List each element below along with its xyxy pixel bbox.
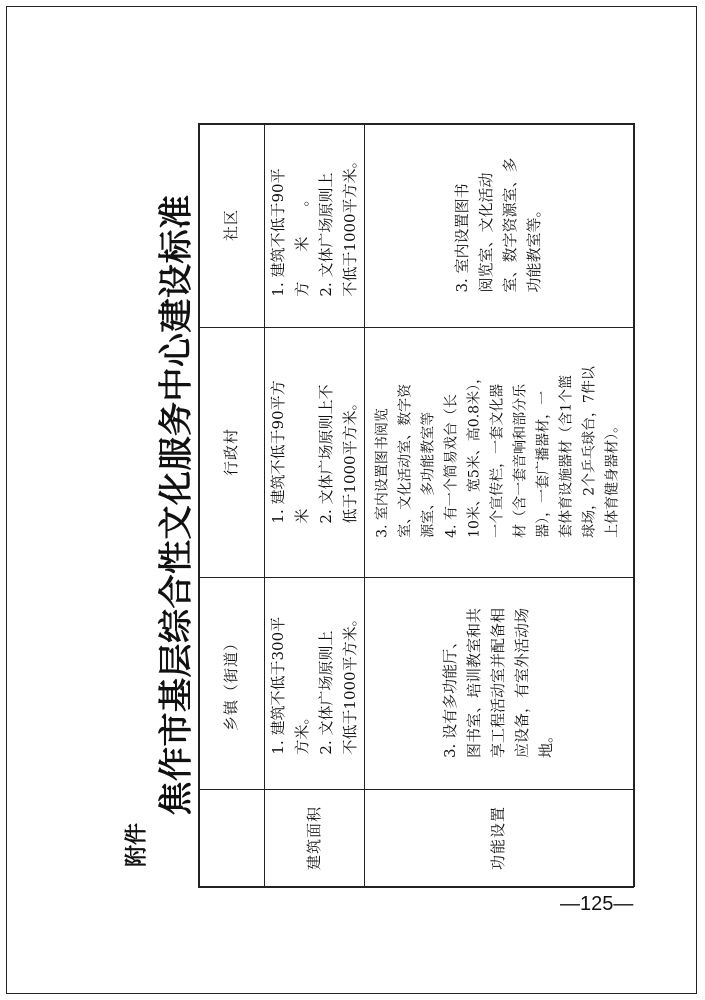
annex-label: 附件 xyxy=(123,822,150,868)
standards-table xyxy=(198,123,634,887)
row-label-function: 功能设置 xyxy=(489,805,507,871)
document-title: 焦作市基层综合性文化服务中心建设标准 xyxy=(156,194,197,816)
row-label-area: 建筑面积 xyxy=(305,805,323,871)
header-community: 社区 xyxy=(222,208,240,242)
function-village-cell: 3. 室内设置图书阅览 室、文化活动室、数字资 源室、多功能教室等 4. 有一个简易戏台（长 10米、宽5米、高0.8米）， 一个宣传栏，一套文化器 材（含一套音响和部分乐 器），一套广播器材，一 套体育设施器材（含1个篮 球场，2个乒乓球台，7件以 上体育健身器材）。 xyxy=(374,366,621,538)
function-community-cell: 3. 室内设置图书 阅览室、文化活动 室、数字资源室、多 功能教室等。 xyxy=(453,157,543,293)
function-township-cell: 3. 设有多功能厅、 图书室、培训教室和共 享工程活动室并配备相 应设备，有室外活动场 地。 xyxy=(441,607,555,759)
header-township: 乡镇（街道） xyxy=(222,634,240,732)
area-community-cell: 1. 建筑不低于90平 方 米 。 2. 文体广场原则上 不低于1000平方米。 xyxy=(269,153,359,297)
page-number: —125— xyxy=(560,893,634,915)
area-village-cell: 1. 建筑不低于90平方 米 2. 文体广场原则上不 低于1000平方米。 xyxy=(269,380,359,524)
header-village: 行政村 xyxy=(222,427,240,477)
area-township-cell: 1. 建筑不低于300平 方米。 2. 文体广场原则上 不低于1000平方米。 xyxy=(269,611,359,755)
